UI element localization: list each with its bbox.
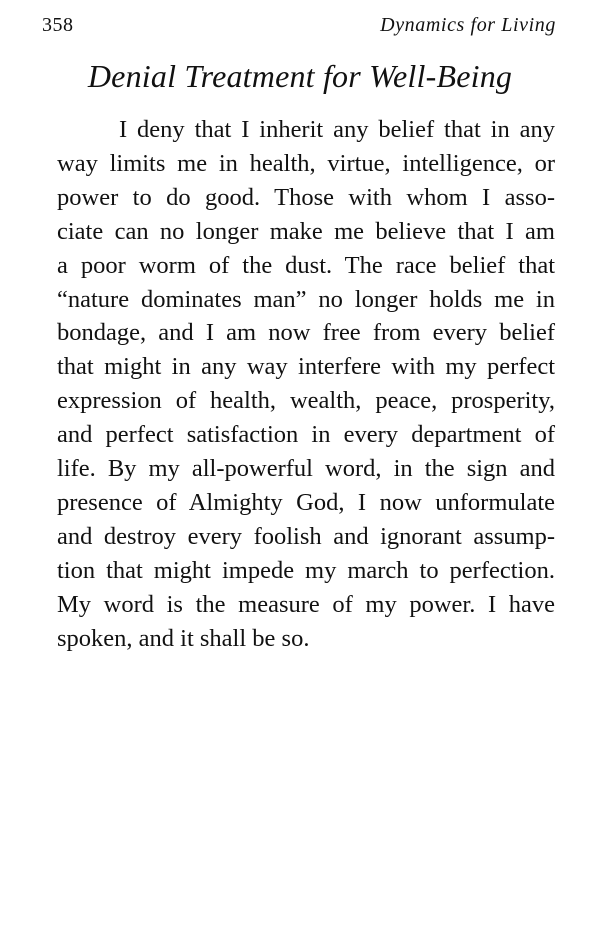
paragraph-line: and perfect satisfaction in every department of xyxy=(57,421,555,449)
paragraph-line: My word is the measure of my power. I have xyxy=(57,590,555,618)
paragraph-line: “nature dominates man” no longer holds me in xyxy=(57,285,555,313)
body-paragraph xyxy=(57,113,555,656)
running-head xyxy=(42,14,556,38)
paragraph-line: presence of Almighty God, I now unformulate xyxy=(57,488,555,516)
chapter-title: Denial Treatment for Well-Being xyxy=(87,58,513,94)
paragraph-line: power to do good. Those with whom I asso- xyxy=(57,183,555,211)
paragraph-line: that might in any way interfere with my perfect xyxy=(57,353,555,381)
paragraph-line: expression of health, wealth, peace, prosperity, xyxy=(57,387,555,415)
paragraph-line: spoken, and it shall be so. xyxy=(57,624,310,652)
paragraph-line: bondage, and I am now free from every belief xyxy=(57,319,555,347)
running-title: Dynamics for Living xyxy=(380,14,556,36)
paragraph-line: I deny that I inherit any belief that in any xyxy=(119,116,555,143)
paragraph-line: way limits me in health, virtue, intelligence, or xyxy=(57,149,555,177)
paragraph-line: and destroy every foolish and ignorant assump- xyxy=(57,522,555,550)
paragraph-line: life. By my all-powerful word, in the sign and xyxy=(57,455,555,483)
paragraph-line: ciate can no longer make me believe that I am xyxy=(57,217,555,245)
paragraph-line: tion that might impede my march to perfection. xyxy=(57,556,555,584)
page-number: 358 xyxy=(42,14,74,36)
paragraph-line: a poor worm of the dust. The race belief that xyxy=(57,251,555,279)
